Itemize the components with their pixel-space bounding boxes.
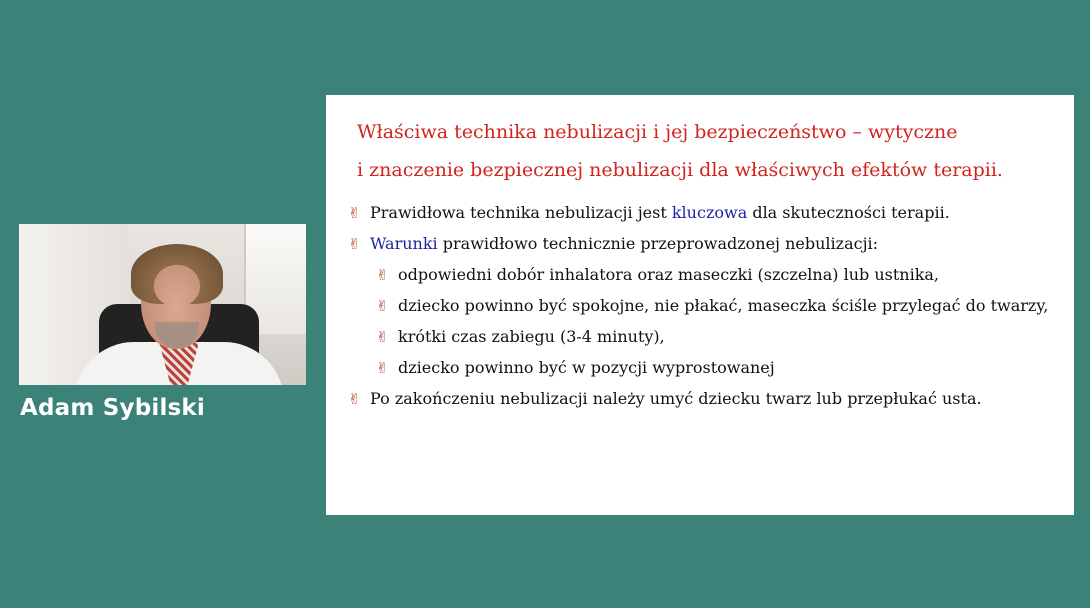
speaker-name-label: Adam Sybilski <box>20 395 206 421</box>
sub-bullet-item <box>348 327 1058 358</box>
speaker-video-tile[interactable] <box>19 224 306 385</box>
sub-bullet-text: dziecko powinno być w pozycji wyprostowanej <box>398 358 775 377</box>
bullet-highlight: kluczowa <box>671 203 748 222</box>
sub-bullet-text: odpowiedni dobór inhalatora oraz maseczki (szczelna) lub ustnika, <box>398 265 940 284</box>
sub-bullet-text: dziecko powinno być spokojne, nie płakać, maseczka ściśle przylegać do twarzy, <box>398 296 1049 315</box>
victory-hand-bullet-icon: ✌ <box>348 235 361 253</box>
sub-bullet-item <box>348 358 1058 389</box>
victory-hand-bullet-icon: ✌ <box>376 266 389 284</box>
sub-bullet-item <box>348 265 1058 296</box>
bullet-item <box>348 234 1058 265</box>
slide-title-line-2: i znaczenie bezpiecznej nebulizacji dla właściwych efektów terapii. <box>357 159 1003 181</box>
slide-bullet-list <box>348 203 1058 420</box>
bullet-text: Po zakończeniu nebulizacji należy umyć dziecku twarz lub przepłukać usta. <box>370 389 982 408</box>
victory-hand-bullet-icon: ✌ <box>376 328 389 346</box>
victory-hand-bullet-icon: ✌ <box>376 297 389 315</box>
slide-title <box>357 113 1057 189</box>
bullet-text: prawidłowo technicznie przeprowadzonej nebulizacji: <box>437 234 879 253</box>
bullet-highlight: Warunki <box>370 234 438 253</box>
victory-hand-bullet-icon: ✌ <box>348 204 361 222</box>
bullet-text: dla skuteczności terapii. <box>747 203 950 222</box>
sub-bullet-text: krótki czas zabiegu (3-4 minuty), <box>398 327 665 346</box>
victory-hand-bullet-icon: ✌ <box>348 390 361 408</box>
video-speaker-hair <box>131 244 223 304</box>
bullet-item <box>348 389 1058 420</box>
presentation-slide <box>326 95 1074 515</box>
bullet-text: Prawidłowa technika nebulizacji jest <box>370 203 672 222</box>
slide-title-line-1: Właściwa technika nebulizacji i jej bezpieczeństwo – wytyczne <box>357 121 958 143</box>
victory-hand-bullet-icon: ✌ <box>376 359 389 377</box>
sub-bullet-item <box>348 296 1058 327</box>
bullet-item <box>348 203 1058 234</box>
